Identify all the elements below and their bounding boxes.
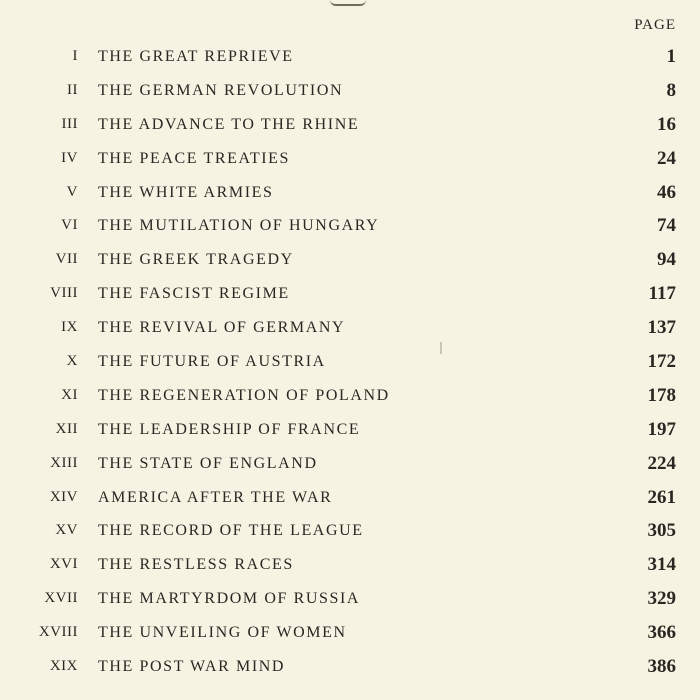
chapter-title: THE ADVANCE TO THE RHINE xyxy=(98,115,360,133)
cropped-heading-fragment xyxy=(330,0,366,6)
chapter-title: THE POST WAR MIND xyxy=(98,658,286,676)
toc-row xyxy=(0,209,700,243)
chapter-title: THE MUTILATION OF HUNGARY xyxy=(98,217,380,235)
chapter-page-number: 8 xyxy=(666,79,676,101)
toc-row xyxy=(0,243,700,277)
chapter-page-number: 386 xyxy=(647,656,676,678)
toc-row xyxy=(0,650,700,684)
chapter-title: THE STATE OF ENGLAND xyxy=(98,454,318,472)
chapter-page-number: 94 xyxy=(657,249,676,271)
toc-row xyxy=(0,142,700,176)
toc-row xyxy=(0,277,700,311)
chapter-title: THE RESTLESS RACES xyxy=(98,556,294,574)
page-column-header: PAGE xyxy=(634,17,676,33)
chapter-title: THE MARTYRDOM OF RUSSIA xyxy=(98,590,361,608)
chapter-numeral: X xyxy=(66,353,78,370)
chapter-numeral: VIII xyxy=(50,285,78,302)
toc-row xyxy=(0,74,700,108)
chapter-numeral: XVI xyxy=(49,556,78,573)
chapter-page-number: 314 xyxy=(647,554,676,576)
toc-row xyxy=(0,176,700,210)
chapter-page-number: 74 xyxy=(657,215,676,237)
chapter-numeral: VI xyxy=(61,217,78,234)
chapter-page-number: 137 xyxy=(647,317,676,339)
chapter-numeral: V xyxy=(66,183,78,200)
chapter-numeral: XII xyxy=(55,420,78,437)
chapter-numeral: XVII xyxy=(44,590,78,607)
toc-row xyxy=(0,108,700,142)
chapter-numeral: XV xyxy=(55,522,78,539)
toc-row xyxy=(0,345,700,379)
chapter-title: THE RECORD OF THE LEAGUE xyxy=(98,522,364,540)
chapter-page-number: 366 xyxy=(647,622,676,644)
toc-row xyxy=(0,616,700,650)
toc-row xyxy=(0,379,700,413)
chapter-numeral: II xyxy=(67,81,78,98)
chapter-numeral: XIX xyxy=(49,658,78,675)
chapter-title: THE LEADERSHIP OF FRANCE xyxy=(98,420,361,438)
toc-row xyxy=(0,447,700,481)
chapter-page-number: 46 xyxy=(657,181,676,203)
chapter-numeral: VII xyxy=(55,251,78,268)
toc-row xyxy=(0,548,700,582)
chapter-title: THE REVIVAL OF GERMANY xyxy=(98,319,346,337)
toc-row xyxy=(0,481,700,515)
chapter-title: THE PEACE TREATIES xyxy=(98,149,291,167)
chapter-numeral: XIV xyxy=(49,488,78,505)
chapter-title: THE GREEK TRAGEDY xyxy=(98,251,294,269)
chapter-numeral: XIII xyxy=(50,454,78,471)
chapter-title: THE FASCIST REGIME xyxy=(98,285,290,303)
chapter-page-number: 24 xyxy=(657,147,676,169)
chapter-page-number: 16 xyxy=(657,113,676,135)
chapter-title: THE WHITE ARMIES xyxy=(98,183,274,201)
chapter-title: THE GERMAN REVOLUTION xyxy=(98,81,344,99)
chapter-page-number: 172 xyxy=(647,351,676,373)
chapter-numeral: IV xyxy=(61,149,78,166)
chapter-page-number: 305 xyxy=(647,520,676,542)
toc-row xyxy=(0,582,700,616)
chapter-title: THE REGENERATION OF POLAND xyxy=(98,386,390,404)
chapter-page-number: 1 xyxy=(666,46,676,67)
chapter-title: THE FUTURE OF AUSTRIA xyxy=(98,353,326,371)
chapter-page-number: 197 xyxy=(647,418,676,440)
chapter-title: THE UNVEILING OF WOMEN xyxy=(98,624,347,642)
chapter-numeral: I xyxy=(72,48,78,64)
chapter-page-number: 329 xyxy=(647,588,676,610)
table-of-contents xyxy=(0,40,700,684)
toc-row xyxy=(0,413,700,447)
toc-row xyxy=(0,514,700,548)
chapter-numeral: III xyxy=(61,115,78,132)
toc-row xyxy=(0,311,700,345)
chapter-numeral: IX xyxy=(61,319,78,336)
chapter-page-number: 224 xyxy=(647,452,676,474)
chapter-numeral: XI xyxy=(61,386,78,403)
paper-speck xyxy=(440,342,442,354)
toc-row xyxy=(0,40,700,74)
chapter-page-number: 178 xyxy=(647,384,676,406)
chapter-title: THE GREAT REPRIEVE xyxy=(98,48,294,65)
chapter-page-number: 261 xyxy=(647,486,676,508)
chapter-page-number: 117 xyxy=(648,283,676,305)
chapter-numeral: XVIII xyxy=(38,624,78,641)
chapter-title: AMERICA AFTER THE WAR xyxy=(98,488,333,506)
